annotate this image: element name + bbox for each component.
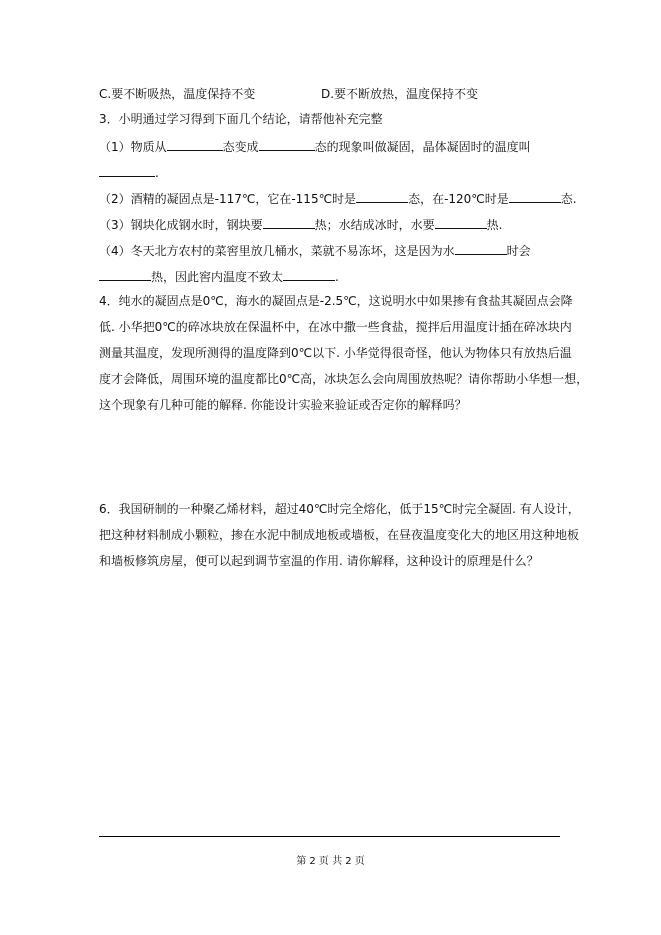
answer-blank[interactable]: [167, 138, 223, 151]
question-4-line2: 低. 小华把0℃的碎冰块放在保温杯中，在冰中撒一些食盐，搅拌后用温度计插在碎冰块内: [99, 320, 572, 334]
q3-part4-line2: [99, 268, 339, 284]
question-4-line1: 4．纯水的凝固点是0℃，海水的凝固点是-2.5℃，这说明水中如果掺有食盐其凝固点会降: [99, 294, 573, 308]
q3-part4-text-c: 热，因此窖内温度不致太: [151, 270, 284, 284]
q3-part3-text-a: （3）钢块化成钢水时，钢块要: [99, 218, 263, 232]
question-6-line3: 和墙板修筑房屋，便可以起到调节室温的作用. 请你解释，这种设计的原理是什么？: [99, 554, 539, 568]
q3-part1-line2: [99, 164, 159, 180]
q3-part2-text-b: 态，在-120℃时是: [408, 192, 509, 206]
answer-blank[interactable]: [99, 268, 151, 281]
q3-part1-text-b: 态变成: [222, 140, 259, 154]
question-4-line4: 度才会降低，周围环境的温度都比0℃高，冰块怎么会向周围放热呢？请你帮助小华想一想，: [99, 372, 589, 386]
q3-part2-text-a: （2）酒精的凝固点是-117℃，它在-115℃时是: [99, 192, 357, 206]
footer-divider: [99, 836, 560, 837]
answer-blank[interactable]: [263, 216, 315, 229]
q3-part1-line1: [99, 138, 531, 154]
q3-part4-text-a: （4）冬天北方农村的菜窖里放几桶水，菜就不易冻坏，这是因为水: [99, 244, 455, 258]
option-c-text: C.要不断吸热，温度保持不变: [99, 87, 256, 101]
q3-part1-text-a: （1）物质从: [99, 140, 167, 154]
answer-blank[interactable]: [455, 242, 507, 255]
option-c: [99, 87, 255, 101]
option-d-text: D.要不断放热，温度保持不变: [321, 87, 479, 101]
page-number: 第 2 页 共 2 页: [296, 856, 365, 867]
q3-part2: [99, 190, 577, 206]
answer-blank[interactable]: [99, 164, 155, 177]
answer-blank[interactable]: [509, 190, 561, 203]
option-d: [321, 87, 478, 101]
q3-part4-line1: [99, 242, 531, 258]
question-4-line3: 测量其温度，发现所测得的温度降到0℃以下. 小华觉得很奇怪，他认为物体只有放热后温: [99, 346, 572, 360]
q3-part3: [99, 216, 502, 232]
q3-part3-text-b: 热；水结成冰时，水要: [314, 218, 435, 232]
q3-part1-text-c: 态的现象叫做凝固，晶体凝固时的温度叫: [314, 140, 531, 154]
q3-part2-text-c: 态.: [560, 192, 577, 206]
answer-blank[interactable]: [356, 190, 408, 203]
question-6-line2: 把这种材料制成小颗粒，掺在水泥中制成地板或墙板，在昼夜温度变化大的地区用这种地板: [99, 528, 580, 542]
question-6-line1: 6．我国研制的一种聚乙烯材料，超过40℃时完全熔化，低于15℃时完全凝固. 有人设计，: [99, 502, 580, 516]
period: .: [155, 166, 159, 180]
question-4-line5: 这个现象有几种可能的解释. 你能设计实验来验证或否定你的解释吗？: [99, 398, 467, 412]
answer-blank[interactable]: [283, 268, 335, 281]
question-3-stem: 3．小明通过学习得到下面几个结论，请帮他补充完整: [99, 112, 383, 126]
period: .: [335, 270, 339, 284]
answer-blank[interactable]: [259, 138, 315, 151]
answer-blank[interactable]: [435, 216, 487, 229]
q3-part4-text-b: 时会: [506, 244, 531, 258]
q3-part3-text-c: 热.: [486, 218, 503, 232]
